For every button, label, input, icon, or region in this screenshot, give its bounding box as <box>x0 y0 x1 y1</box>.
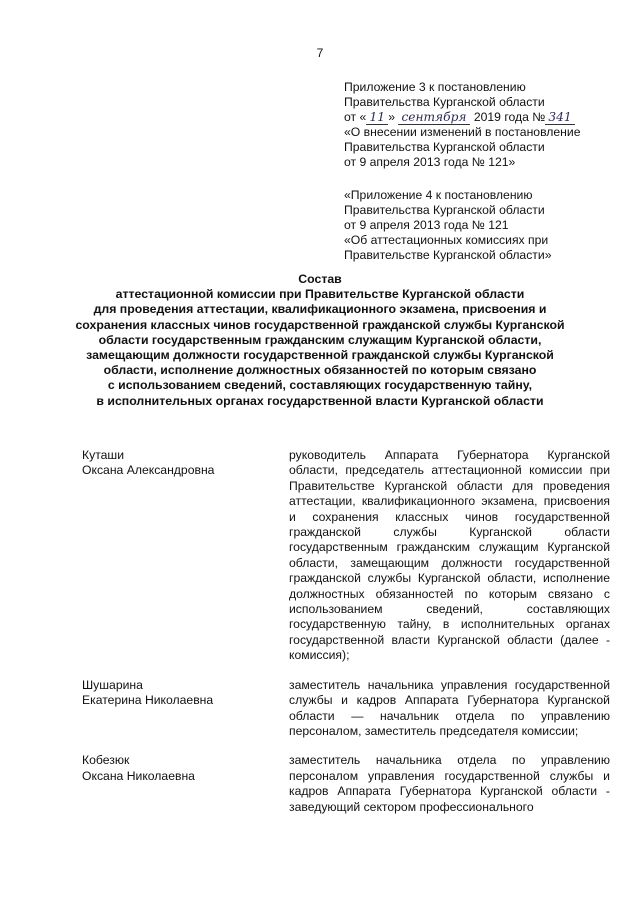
title-line: сохранения классных чинов государственной гражданской службы Курганской <box>75 317 565 332</box>
appendix-date-line <box>344 110 629 125</box>
appendix-quote-line: Правительстве Курганской области» <box>344 248 552 262</box>
title-line: с использованием сведений, составляющих государственную тайну, <box>107 378 533 393</box>
title-line: аттестационной комиссии при Правительстве Курганской области <box>115 287 525 302</box>
member-row <box>82 753 610 815</box>
appendix-quote-line: «Приложение 4 к постановлению <box>344 188 533 202</box>
page-number: 7 <box>316 46 324 60</box>
date-prefix: от « <box>344 110 367 124</box>
title-line: области государственным гражданским служащим Курганской области, <box>98 332 542 347</box>
handwritten-month: сентября <box>398 111 470 125</box>
appendix-quote <box>344 188 629 263</box>
date-mid: » <box>388 110 396 124</box>
member-given-names: Оксана Николаевна <box>82 768 195 783</box>
appendix-header-line: Правительства Курганской области <box>344 95 545 109</box>
appendix-header-line: от 9 апреля 2013 года № 121» <box>344 155 516 169</box>
appendix-header-line: Приложение 3 к постановлению <box>344 80 526 94</box>
appendix-quote-line: «Об аттестационных комиссиях при <box>344 233 549 247</box>
appendix-header-line: Правительства Курганской области <box>344 140 545 154</box>
title-line: области, исполнение должностных обязанностей по которым связано <box>103 363 537 378</box>
member-row <box>82 448 610 664</box>
member-given-names: Екатерина Николаевна <box>82 693 214 708</box>
member-given-names: Оксана Александровна <box>82 463 215 478</box>
member-name <box>82 753 289 815</box>
title-line: для проведения аттестации, квалификационного экзамена, присвоения и <box>93 302 547 317</box>
members-list <box>82 448 610 815</box>
member-role: заместитель начальника отдела по управлению персоналом управления государственной службы и кадров Аппарата Губернатора Курганской области - заведующий сектором профессионального <box>289 753 610 814</box>
member-surname: Куташи <box>82 448 125 462</box>
member-role: заместитель начальника управления государственной службы и кадров Аппарата Губернатора Курганской области — начальник отдела по управлению персоналом, заместитель председателя комиссии; <box>289 677 610 738</box>
member-name <box>82 678 289 740</box>
member-surname: Шушарина <box>82 677 143 692</box>
title-line: замещающим должности государственной гражданской службы Курганской <box>86 348 554 363</box>
appendix-quote-line: Правительства Курганской области <box>344 203 545 217</box>
handwritten-doc-number: 341 <box>545 111 575 125</box>
member-name <box>82 448 289 664</box>
appendix-quote-line: от 9 апреля 2013 года № 121 <box>344 218 509 232</box>
handwritten-day: 11 <box>366 111 388 125</box>
date-suffix: 2019 года № <box>473 110 546 124</box>
document-title <box>60 272 580 409</box>
member-surname: Кобезюк <box>82 753 130 768</box>
appendix-header-line: «О внесении изменений в постановление <box>344 125 581 139</box>
appendix-header <box>344 80 629 170</box>
member-row <box>82 678 610 740</box>
title-line: в исполнительных органах государственной власти Курганской области <box>96 393 544 408</box>
appendix-block <box>344 80 629 263</box>
member-role: руководитель Аппарата Губернатора Курганской области, председатель аттестационной комиссии при Правительстве Курганской области для проведения аттестации, квалификационного экзамена, присвоения и сохранения классных чинов государственной гражданской службы Курганской области государственным гражданским служащим Курганской области, замещающим должности государственной гражданской службы Курганской области, исполнение должностных обязанностей по которым связано с использованием сведений, составляющих государственную тайну, в исполнительных органах государственной власти Курганской области (далее - комиссия); <box>289 448 610 663</box>
title-heading: Состав <box>298 272 342 286</box>
